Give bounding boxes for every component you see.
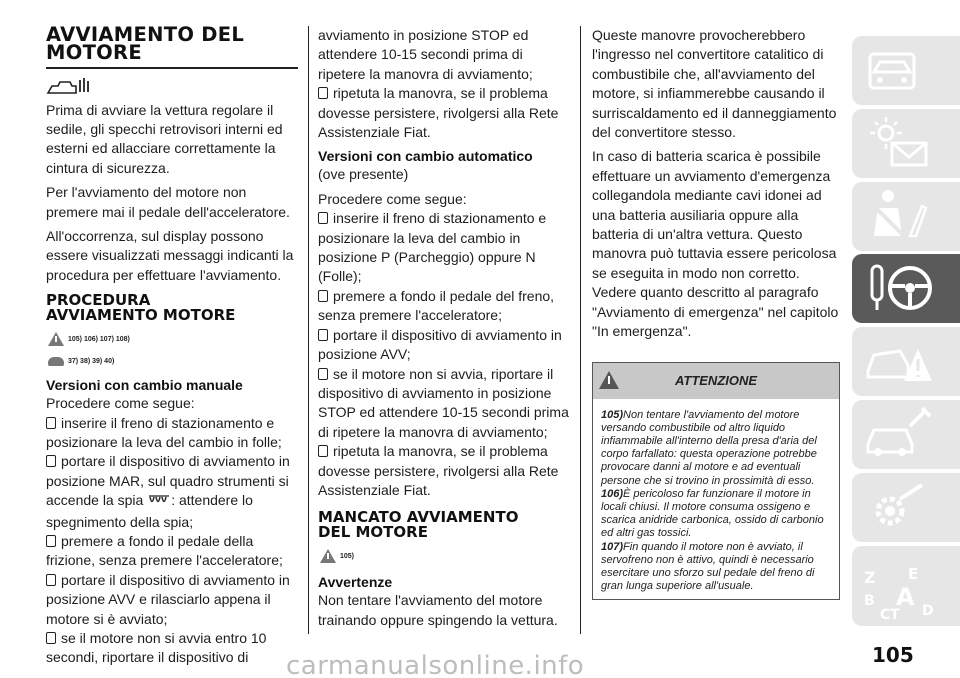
engine-start-icon	[46, 77, 298, 97]
manual-step-4: portare il dispositivo di avviamento in posizione AVV e rilasciarlo appena il motore si è avviato;	[46, 571, 290, 627]
manual-lead: Procedere come segue:	[46, 395, 195, 412]
auto-heading: Versioni con cambio automatico	[318, 148, 533, 165]
car-wrench-icon	[860, 404, 940, 464]
tab-dashboard[interactable]	[852, 36, 960, 105]
intro-paragraph-3: All'occorrenza, sul display possono essere visualizzati messaggi indicanti la procedura per effettuare l'avviamento.	[46, 227, 294, 283]
index-letter: A	[896, 583, 915, 611]
index-letter: T	[890, 607, 900, 621]
auto-step-1: inserire il freno di stazionamento e posizionare la leva del cambio in posizione P (Parcheggio) oppure N (Folle);	[318, 210, 547, 285]
bullet-box	[46, 455, 56, 467]
bullet-box	[318, 290, 328, 302]
auto-step-2: premere a fondo il pedale del freno, senza premere l'acceleratore;	[318, 287, 555, 324]
attention-box	[592, 362, 840, 601]
column-middle	[318, 26, 574, 630]
fail-refs: 105)	[320, 545, 574, 567]
column-right	[592, 26, 840, 600]
index-letter: D	[922, 603, 934, 619]
steering-wheel-icon	[860, 258, 940, 318]
emergency-car-icon	[860, 331, 940, 391]
auto-lead: Procedere come segue:	[318, 190, 467, 207]
tab-emergency[interactable]	[852, 327, 960, 396]
watermark: carmanualsonline.info	[286, 651, 585, 678]
car-dashboard-icon	[860, 40, 940, 100]
manual-step-2: portare il dispositivo di avviamento in posizione MAR, sul quadro strumenti si accende la spia : attendere lo spegnimento della spia;	[46, 453, 290, 530]
bullet-box	[318, 87, 328, 99]
warning-triangle-icon	[599, 371, 619, 389]
auto-step-3: portare il dispositivo di avviamento in posizione AVV;	[318, 326, 562, 363]
section-title: AVVIAMENTO DEL MOTORE	[46, 23, 245, 64]
intro-paragraph-1: Prima di avviare la vettura regolare il sedile, gli specchi retrovisori interni ed esterni ed allacciare correttamente la cintura di sicurezza.	[46, 101, 283, 176]
tab-lights-messages[interactable]	[852, 109, 960, 178]
column-divider	[308, 26, 309, 634]
column-left	[46, 23, 298, 668]
bullet-box	[46, 632, 56, 644]
alphabet-index-icon	[860, 561, 940, 621]
tab-technical-data[interactable]	[852, 473, 960, 542]
bullet-box	[318, 445, 328, 457]
index-letter: B	[864, 593, 875, 609]
warnings-text: Non tentare l'avviamento del motore trainando oppure spingendo la vettura.	[318, 592, 558, 628]
bullet-box	[318, 212, 328, 224]
auto-subheading: (ove presente)	[318, 166, 409, 183]
manual-step-3: premere a fondo il pedale della frizione, senza premere l'acceleratore;	[46, 533, 283, 569]
tab-index[interactable]	[852, 557, 960, 626]
title-rule	[46, 67, 298, 69]
tab-maintenance[interactable]	[852, 400, 960, 469]
attention-note-106: 106)È pericoloso far funzionare il motore in locali chiusi. Il motore consuma ossigeno e scarica anidride carbonica, ossido di carbonio ed altri gas tossici.	[601, 487, 824, 540]
bullet-box	[46, 417, 56, 429]
fail-title: MANCATO AVVIAMENTO DEL MOTORE	[318, 508, 519, 541]
manual-step-5-continued: avviamento in posizione STOP ed attendere 10-15 secondi prima di ripetere la manovra di avviamento;	[318, 27, 533, 82]
attention-header	[593, 363, 839, 399]
manual-step-1: inserire il freno di stazionamento e posizionare la leva del cambio in folle;	[46, 414, 282, 450]
bullet-box	[46, 535, 56, 547]
manual-heading: Versioni con cambio manuale	[46, 377, 243, 394]
attention-body	[593, 399, 839, 600]
car-refs: 37) 38) 39) 40)	[48, 350, 298, 372]
bullet-box	[318, 368, 328, 380]
attention-note-105: 105)Non tentare l'avviamento del motore versando combustibile od altro liquido infiammabile all'interno della presa d'aria del corpo farfallato: questa operazione potrebbe provocare danni al motore e ad eventuali persone che si trovino in prossimità di esso.	[601, 408, 817, 487]
car-symbol-icon	[48, 357, 64, 366]
attention-title: ATTENZIONE	[674, 373, 758, 388]
index-letter: C	[880, 607, 891, 621]
page-number: 105	[872, 643, 914, 667]
manual-step-6: ripetuta la manovra, se il problema dovesse persistere, rivolgersi alla Rete Assistenziale Fiat.	[318, 85, 559, 141]
procedure-title: PROCEDURA AVVIAMENTO MOTORE	[46, 291, 236, 324]
tab-starting-driving[interactable]	[852, 254, 960, 323]
envelope-light-icon	[860, 113, 940, 173]
tab-safety[interactable]	[852, 182, 960, 251]
index-letter: Z	[864, 568, 876, 587]
gear-wrench-icon	[860, 477, 940, 537]
seatbelt-icon	[860, 186, 940, 246]
warning-refs: 105) 106) 107) 108)	[48, 328, 298, 350]
column-divider	[580, 26, 581, 634]
attention-note-107: 107)Fin quando il motore non è avviato, il servofreno non è attivo, quindi è necessario esercitare uno sforzo sul pedale del freno di gran lunga superiore all'usuale.	[601, 540, 815, 593]
auto-step-5: ripetuta la manovra, se il problema dovesse persistere, rivolgersi alla Rete Assistenziale Fiat.	[318, 443, 559, 498]
warnings-heading: Avvertenze	[318, 574, 393, 591]
index-letter: E	[908, 565, 919, 583]
manual-step-5: se il motore non si avvia entro 10 secondi, riportare il dispositivo di	[46, 630, 267, 666]
bullet-box	[318, 329, 328, 341]
paragraph-emergency: In caso di batteria scarica è possibile effettuare un avviamento d'emergenza collegandola mediante cavi idonei ad una batteria ausiliaria oppure alla batteria di un'altra vettura. Questo manovra può tuttavia essere pericolosa se eseguita in modo non corretto. Vedere quanto descritto al paragrafo "Avviamento di emergenza" nel capitolo "In emergenza".	[592, 148, 839, 340]
warning-triangle-icon	[48, 332, 64, 346]
glow-plug-icon	[148, 493, 170, 512]
warning-triangle-icon	[320, 549, 336, 563]
paragraph-catalytic: Queste manovre provocherebbero l'ingresso nel convertitore catalitico di combustibile che, all'avviamento del motore, si infiammerebbe causando il surriscaldamento ed il danneggiamento del convertitore stesso.	[592, 27, 837, 141]
intro-paragraph-2: Per l'avviamento del motore non premere mai il pedale dell'acceleratore.	[46, 184, 290, 220]
bullet-box	[46, 574, 56, 586]
auto-step-4: se il motore non si avvia, riportare il dispositivo di avviamento in posizione STOP ed attendere 10-15 secondi prima di ripetere la manovra di avviamento;	[318, 365, 569, 440]
